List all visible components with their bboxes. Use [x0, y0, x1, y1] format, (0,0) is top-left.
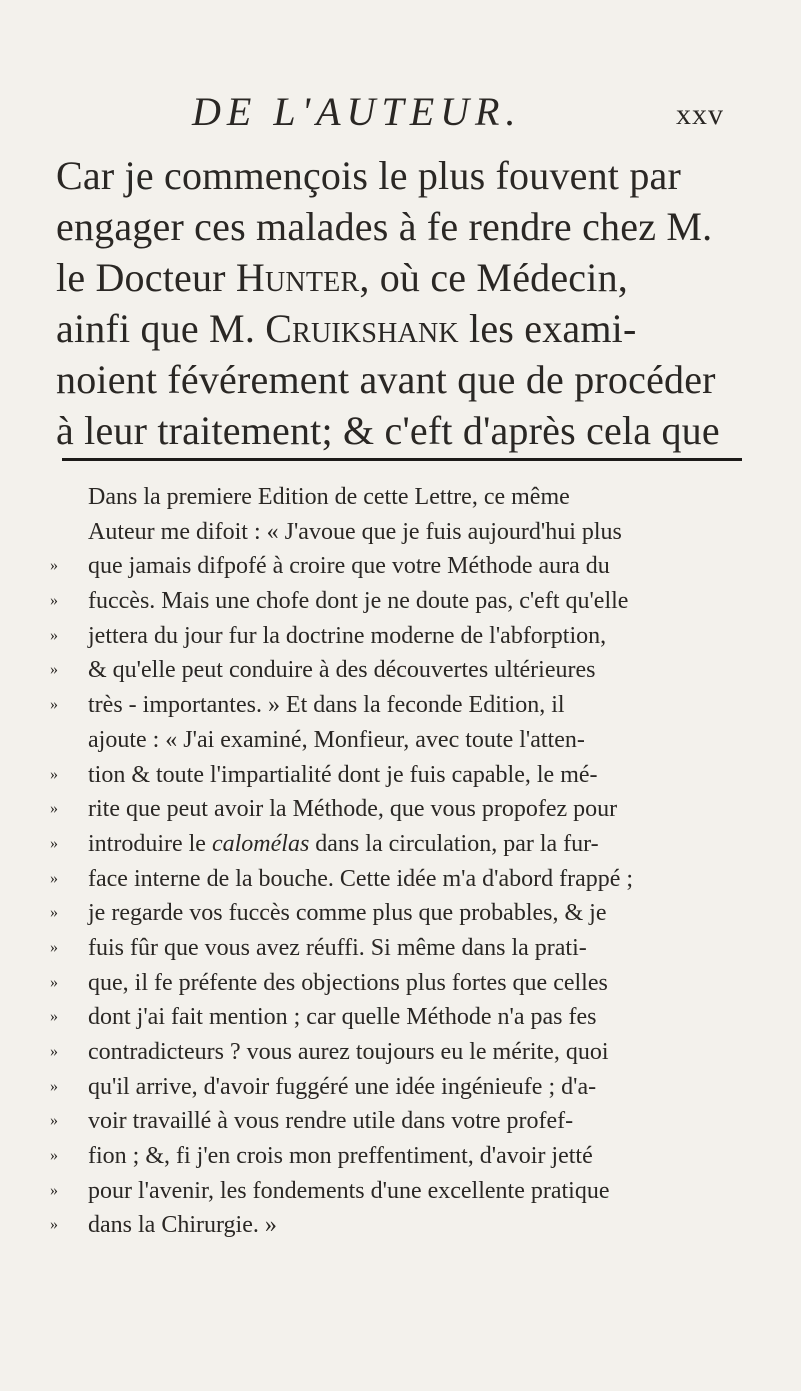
quote-mark: »: [50, 1077, 58, 1095]
footnote-rule: [62, 458, 742, 461]
quote-mark: »: [50, 800, 58, 818]
running-header: [0, 88, 801, 138]
footnote-line: » fuis fûr que vous avez réuffi. Si même dans la prati-: [88, 931, 748, 966]
footnote: [50, 480, 748, 1243]
footnote-line: » rite que peut avoir la Méthode, que vous propofez pour: [88, 792, 748, 827]
footnote-line: » je regarde vos fuccès comme plus que probables, & je: [88, 896, 748, 931]
footnote-line: » introduire le calomélas dans la circulation, par la fur-: [88, 827, 748, 862]
quote-mark: »: [50, 904, 58, 922]
text-line: le Docteur Hunter, où ce Médecin,: [56, 255, 628, 300]
page-number: xxv: [676, 98, 724, 131]
quote-mark: »: [50, 696, 58, 714]
quote-mark: »: [50, 661, 58, 679]
footnote-line: » que, il fe préfente des objections plus fortes que celles: [88, 966, 748, 1001]
footnote-line: » pour l'avenir, les fondements d'une excellente pratique: [88, 1174, 748, 1209]
quote-mark: »: [50, 1147, 58, 1165]
quote-mark: »: [50, 592, 58, 610]
footnote-line: » très - importantes. » Et dans la feconde Edition, il: [88, 688, 748, 723]
text-line: ainfi que M. Cruikshank les exami-: [56, 306, 637, 351]
text-line: engager ces malades à fe rendre chez M.: [56, 204, 713, 249]
footnote-line: » dont j'ai fait mention ; car quelle Méthode n'a pas fes: [88, 1000, 748, 1035]
footnote-line: Dans la premiere Edition de cette Lettre, ce même: [88, 484, 570, 510]
footnote-line: Auteur me difoit : « J'avoue que je fuis aujourd'hui plus: [88, 518, 622, 545]
main-paragraph: [56, 150, 746, 456]
footnote-line: » & qu'elle peut conduire à des découvertes ultérieures: [88, 653, 748, 688]
quote-mark: »: [50, 557, 58, 575]
quote-mark: »: [50, 1008, 58, 1026]
footnote-line: » que jamais difpofé à croire que votre Méthode aura du: [88, 549, 748, 584]
footnote-line: » contradicteurs ? vous aurez toujours eu le mérite, quoi: [88, 1035, 748, 1070]
text-line: Car je commençois le plus fouvent par: [56, 153, 681, 198]
footnote-line: ajoute : « J'ai examiné, Monfieur, avec toute l'atten-: [88, 726, 585, 753]
quote-mark: »: [50, 938, 58, 956]
quote-mark: »: [50, 1043, 58, 1060]
footnote-line: » qu'il arrive, d'avoir fuggéré une idée ingénieufe ; d'a-: [88, 1070, 748, 1105]
quote-mark: »: [50, 973, 58, 991]
quote-mark: »: [50, 869, 58, 887]
footnote-line: » tion & toute l'impartialité dont je fuis capable, le mé-: [88, 758, 748, 793]
footnote-line: » jettera du jour fur la doctrine moderne de l'abforption,: [88, 619, 748, 654]
quote-mark: »: [50, 1181, 58, 1199]
text-line: noient févérement avant que de procéder: [56, 357, 716, 402]
quote-mark: »: [50, 626, 58, 644]
footnote-line: » fion ; &, fi j'en crois mon preffentiment, d'avoir jetté: [88, 1139, 748, 1174]
text-line: à leur traitement; & c'eft d'après cela que: [56, 408, 720, 453]
quote-mark: »: [50, 1216, 58, 1234]
footnote-line: » dans la Chirurgie. »: [88, 1208, 748, 1243]
footnote-line: » fuccès. Mais une chofe dont je ne doute pas, c'eft qu'elle: [88, 584, 748, 619]
quote-mark: »: [50, 834, 58, 852]
footnote-line: » voir travaillé à vous rendre utile dans votre profef-: [88, 1104, 748, 1139]
running-title: DE L'AUTEUR.: [192, 89, 522, 134]
footnote-line: » face interne de la bouche. Cette idée m'a d'abord frappé ;: [88, 862, 748, 897]
quote-mark: »: [50, 765, 58, 783]
quote-mark: »: [50, 1112, 58, 1130]
